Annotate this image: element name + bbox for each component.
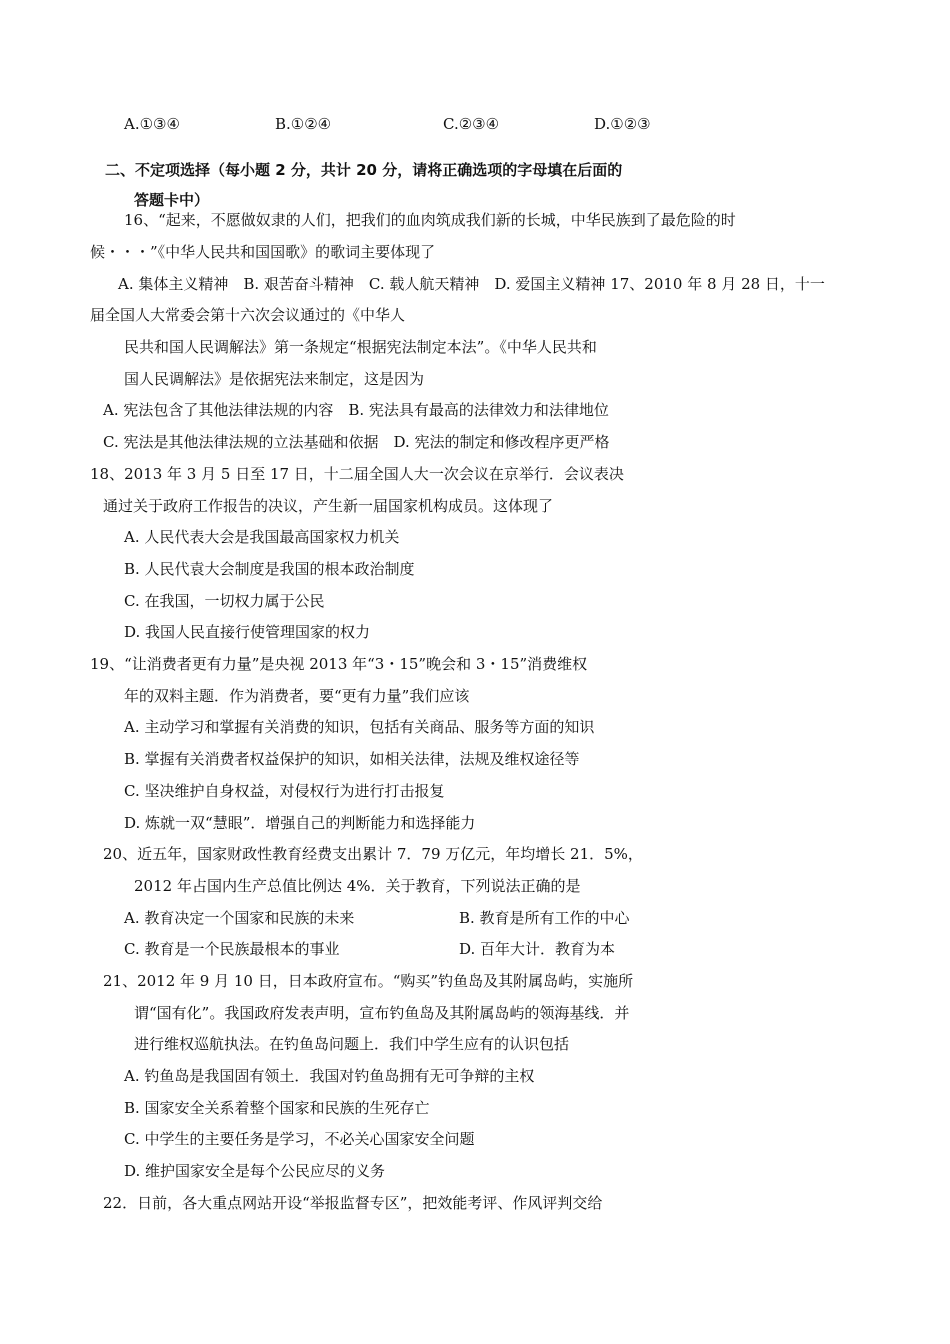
option-d: D. 百年大计．教育为本: [459, 940, 616, 958]
option-b: B. 人民代袁大会制度是我国的根本政治制度: [124, 560, 415, 578]
option-a: A. 人民代表大会是我国最高国家权力机关: [124, 528, 400, 546]
question-stem: 19、“让消费者更有力量”是央视 2013 年“3・15”晚会和 3・15”消费维权: [90, 655, 588, 673]
option-d: D. 维护国家安全是每个公民应尽的义务: [124, 1162, 386, 1180]
option-b: B.①②④: [275, 115, 332, 133]
option-c: C.②③④: [443, 115, 500, 133]
section-heading-cont: 答题卡中）: [134, 191, 210, 209]
option-a: A.①③④: [124, 115, 180, 133]
option-d: D. 我国人民直接行使管理国家的权力: [124, 623, 371, 641]
question-stem: 2012 年占国内生产总值比例达 4%．关于教育，下列说法正确的是: [134, 877, 581, 895]
question-stem: 21、2012 年 9 月 10 日，日本政府宣布。“购买”钓鱼岛及其附属岛屿，实施所: [103, 972, 634, 990]
option-b: B. 掌握有关消费者权益保护的知识，如相关法律，法规及维权途径等: [124, 750, 580, 768]
question-stem: 22．日前，各大重点网站开设“举报监督专区”，把效能考评、作风评判交给: [103, 1194, 603, 1212]
option-d: D.①②③: [594, 115, 651, 133]
option-c: C. 在我国，一切权力属于公民: [124, 592, 325, 610]
option-c: C. 宪法是其他法律法规的立法基础和依据 D. 宪法的制定和修改程序更严格: [103, 433, 610, 451]
options-line: A. 集体主义精神 B. 艰苦奋斗精神 C. 载人航天精神 D. 爱国主义精神 17、2010 年 8 月 28 日，十一: [118, 275, 825, 293]
question-stem: 18、2013 年 3 月 5 日至 17 日，十二届全国人大一次会议在京举行．会议表决: [90, 465, 624, 483]
option-a: A. 宪法包含了其他法律法规的内容 B. 宪法具有最高的法律效力和法律地位: [103, 401, 609, 419]
option-c: C. 坚决维护自身权益，对侵权行为进行打击报复: [124, 782, 445, 800]
question-stem: 16、“起来，不愿做奴隶的人们，把我们的血肉筑成我们新的长城，中华民族到了最危险的时: [124, 211, 736, 229]
question-stem: 年的双料主题．作为消费者，要“更有力量”我们应该: [124, 687, 470, 705]
question-stem: 届全国人大常委会第十六次会议通过的《中华人: [90, 306, 406, 324]
option-a: A. 教育决定一个国家和民族的未来: [124, 909, 355, 927]
question-stem: 国人民调解法》是依据宪法来制定，这是因为: [124, 370, 425, 388]
question-stem: 通过关于政府工作报告的决议，产生新一届国家机构成员。这体现了: [103, 497, 554, 515]
question-stem: 候・・・”《中华人民共和国国歌》的歌词主要体现了: [90, 243, 436, 261]
option-a: A. 钓鱼岛是我国固有领土．我国对钓鱼岛拥有无可争辩的主权: [124, 1067, 535, 1085]
question-stem: 进行维权巡航执法。在钓鱼岛问题上．我们中学生应有的认识包括: [134, 1035, 570, 1053]
question-stem: 20、近五年，国家财政性教育经费支出累计 7．79 万亿元，年均增长 21．5%，: [103, 845, 643, 863]
option-b: B. 国家安全关系着整个国家和民族的生死存亡: [124, 1099, 430, 1117]
option-b: B. 教育是所有工作的中心: [459, 909, 630, 927]
option-d: D. 炼就一双“慧眼”．增强自己的判断能力和选择能力: [124, 814, 476, 832]
option-c: C. 教育是一个民族最根本的事业: [124, 940, 340, 958]
option-a: A. 主动学习和掌握有关消费的知识，包括有关商品、服务等方面的知识: [124, 718, 595, 736]
question-stem: 民共和国人民调解法》第一条规定“根据宪法制定本法”。《中华人民共和: [124, 338, 597, 356]
option-c: C. 中学生的主要任务是学习，不必关心国家安全问题: [124, 1130, 475, 1148]
question-stem: 谓“国有化”。我国政府发表声明，宣布钓鱼岛及其附属岛屿的领海基线．并: [134, 1004, 630, 1022]
section-heading: 二、不定项选择（每小题 2 分，共计 20 分，请将正确选项的字母填在后面的: [105, 161, 623, 179]
